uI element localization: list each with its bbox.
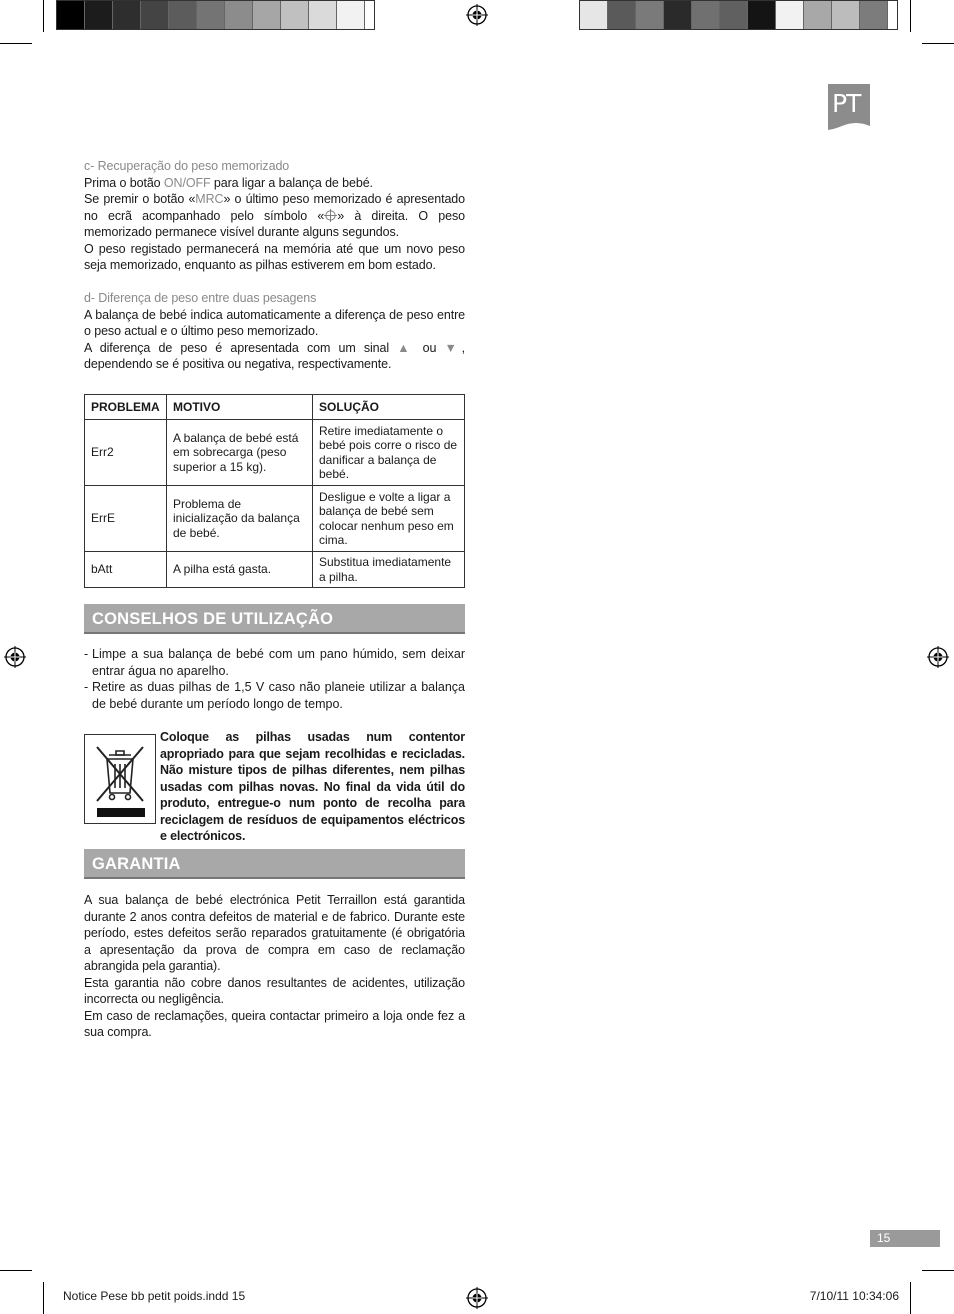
- color-swatch: [337, 1, 365, 29]
- section-d-p2: A diferença de peso é apresentada com um sinal ▲ ou ▼, dependendo se é positiva ou negativa, respectivamente.: [84, 340, 465, 371]
- crop-mark: [910, 0, 911, 32]
- section-c-line1: Prima o botão ON/OFF para ligar a balança de bebé.: [84, 175, 373, 190]
- section-d-heading: d- Diferença de peso entre duas pesagens: [84, 291, 317, 305]
- garantia-p3: Em caso de reclamações, queira contactar primeiro a loja onde fez a sua compra.: [84, 1008, 465, 1039]
- onoff-label: ON/OFF: [163, 175, 211, 190]
- crop-mark: [0, 1270, 32, 1271]
- crop-mark: [43, 0, 44, 32]
- garantia-p2: Esta garantia não cobre danos resultantes de acidentes, utilização incorrecta ou negligência.: [84, 975, 465, 1006]
- up-arrow-icon: ▲: [397, 340, 415, 355]
- table-row: [85, 420, 465, 486]
- crop-mark: [922, 43, 954, 44]
- color-swatch: [804, 1, 832, 29]
- table-cell: ErrE: [85, 486, 167, 552]
- list-item: - Limpe a sua balança de bebé com um pano húmido, sem deixar entrar água no aparelho.: [84, 646, 465, 679]
- color-swatch: [197, 1, 225, 29]
- crop-mark: [922, 1270, 954, 1271]
- color-swatch: [225, 1, 253, 29]
- table-cell: bAtt: [85, 552, 167, 588]
- section-d-p1: A balança de bebé indica automaticamente a diferença de peso entre o peso actual e o último peso memorizado.: [84, 307, 465, 338]
- color-swatch: [776, 1, 804, 29]
- color-swatch: [580, 1, 608, 29]
- table-header-row: [85, 395, 465, 420]
- weee-symbol: [84, 734, 156, 824]
- garantia-text: [84, 892, 465, 1041]
- down-arrow-icon: ▼: [444, 340, 462, 355]
- table-cell: Retire imediatamente o bebé pois corre o risco de danificar a balança de bebé.: [313, 420, 465, 486]
- color-swatch: [113, 1, 141, 29]
- garantia-p1: A sua balança de bebé electrónica Petit Terraillon está garantida durante 2 anos contra defeitos de material e de fabrico. Durante este período, estes defeitos serão reparados gratuitamente (é obrigatória a apresentação da prova de compra em caso de reclamação abrangida pela garantia).: [84, 893, 465, 973]
- color-swatch: [664, 1, 692, 29]
- table-row: [85, 486, 465, 552]
- footer-filename: Notice Pese bb petit poids.indd 15: [63, 1289, 246, 1303]
- crossed-bin-icon: [85, 735, 155, 823]
- color-bar-right: [579, 0, 898, 30]
- battery-disposal-notice: Coloque as pilhas usadas num contentor apropriado para que sejam recolhidas e recicladas. Não misture tipos de pilhas diferentes, nem pilhas usadas com pilhas novas. No final da vida útil do produto, entregue-o num ponto de recolha para reciclagem de resíduos de equipamentos eléctricos e electrónicos.: [160, 730, 465, 843]
- color-swatch: [85, 1, 113, 29]
- registration-mark-icon: [466, 1287, 488, 1309]
- table-row: [85, 552, 465, 588]
- page-number: 15: [870, 1230, 940, 1247]
- color-swatch: [281, 1, 309, 29]
- list-item: - Retire as duas pilhas de 1,5 V caso não planeie utilizar a balança de bebé durante um período longo de tempo.: [84, 679, 465, 712]
- color-swatch: [309, 1, 337, 29]
- color-swatch: [141, 1, 169, 29]
- language-tab-label: PT: [832, 89, 861, 118]
- registration-mark-icon: [466, 4, 488, 26]
- color-swatch: [169, 1, 197, 29]
- color-swatch: [636, 1, 664, 29]
- section-c-line2: Se premir o botão «MRC» o último peso memorizado é apresentado no ecrã acompanhado pelo símbolo « » à direita. O peso memorizado permanece visível durante alguns segundos.: [84, 192, 465, 239]
- troubleshooting-table: [84, 394, 465, 588]
- mrc-label: MRC: [195, 192, 224, 206]
- section-c-line3: O peso registado permanecerá na memória até que um novo peso seja memorizado, enquanto as pilhas estiverem em bom estado.: [84, 241, 465, 272]
- table-header: PROBLEMA: [85, 395, 167, 420]
- table-cell: Substitua imediatamente a pilha.: [313, 552, 465, 588]
- language-tab: [828, 84, 870, 130]
- color-swatch: [57, 1, 85, 29]
- table-header: MOTIVO: [167, 395, 313, 420]
- crop-mark: [43, 1282, 44, 1314]
- color-swatch: [720, 1, 748, 29]
- color-swatch: [860, 1, 888, 29]
- color-swatch: [692, 1, 720, 29]
- table-cell: Err2: [85, 420, 167, 486]
- registration-mark-icon: [4, 646, 26, 668]
- color-bar-left: [56, 0, 375, 30]
- section-c-heading: c- Recuperação do peso memorizado: [84, 159, 290, 173]
- section-c: [84, 158, 465, 274]
- table-cell: A balança de bebé está em sobrecarga (peso superior a 15 kg).: [167, 420, 313, 486]
- registration-mark-icon: [927, 646, 949, 668]
- table-header: SOLUÇÃO: [313, 395, 465, 420]
- footer-datetime: 7/10/11 10:34:06: [809, 1289, 899, 1303]
- color-swatch: [253, 1, 281, 29]
- memory-crosshair-icon: [324, 209, 337, 222]
- table-cell: A pilha está gasta.: [167, 552, 313, 588]
- section-title-garantia: GARANTIA: [84, 849, 465, 879]
- conselhos-list: [84, 646, 465, 712]
- color-swatch: [832, 1, 860, 29]
- crop-mark: [0, 43, 32, 44]
- section-d: [84, 290, 465, 373]
- table-cell: Desligue e volte a ligar a balança de bebé sem colocar nenhum peso em cima.: [313, 486, 465, 552]
- color-swatch: [608, 1, 636, 29]
- color-swatch: [748, 1, 776, 29]
- table-cell: Problema de inicialização da balança de bebé.: [167, 486, 313, 552]
- section-title-conselhos: CONSELHOS DE UTILIZAÇÃO: [84, 604, 465, 634]
- crop-mark: [910, 1282, 911, 1314]
